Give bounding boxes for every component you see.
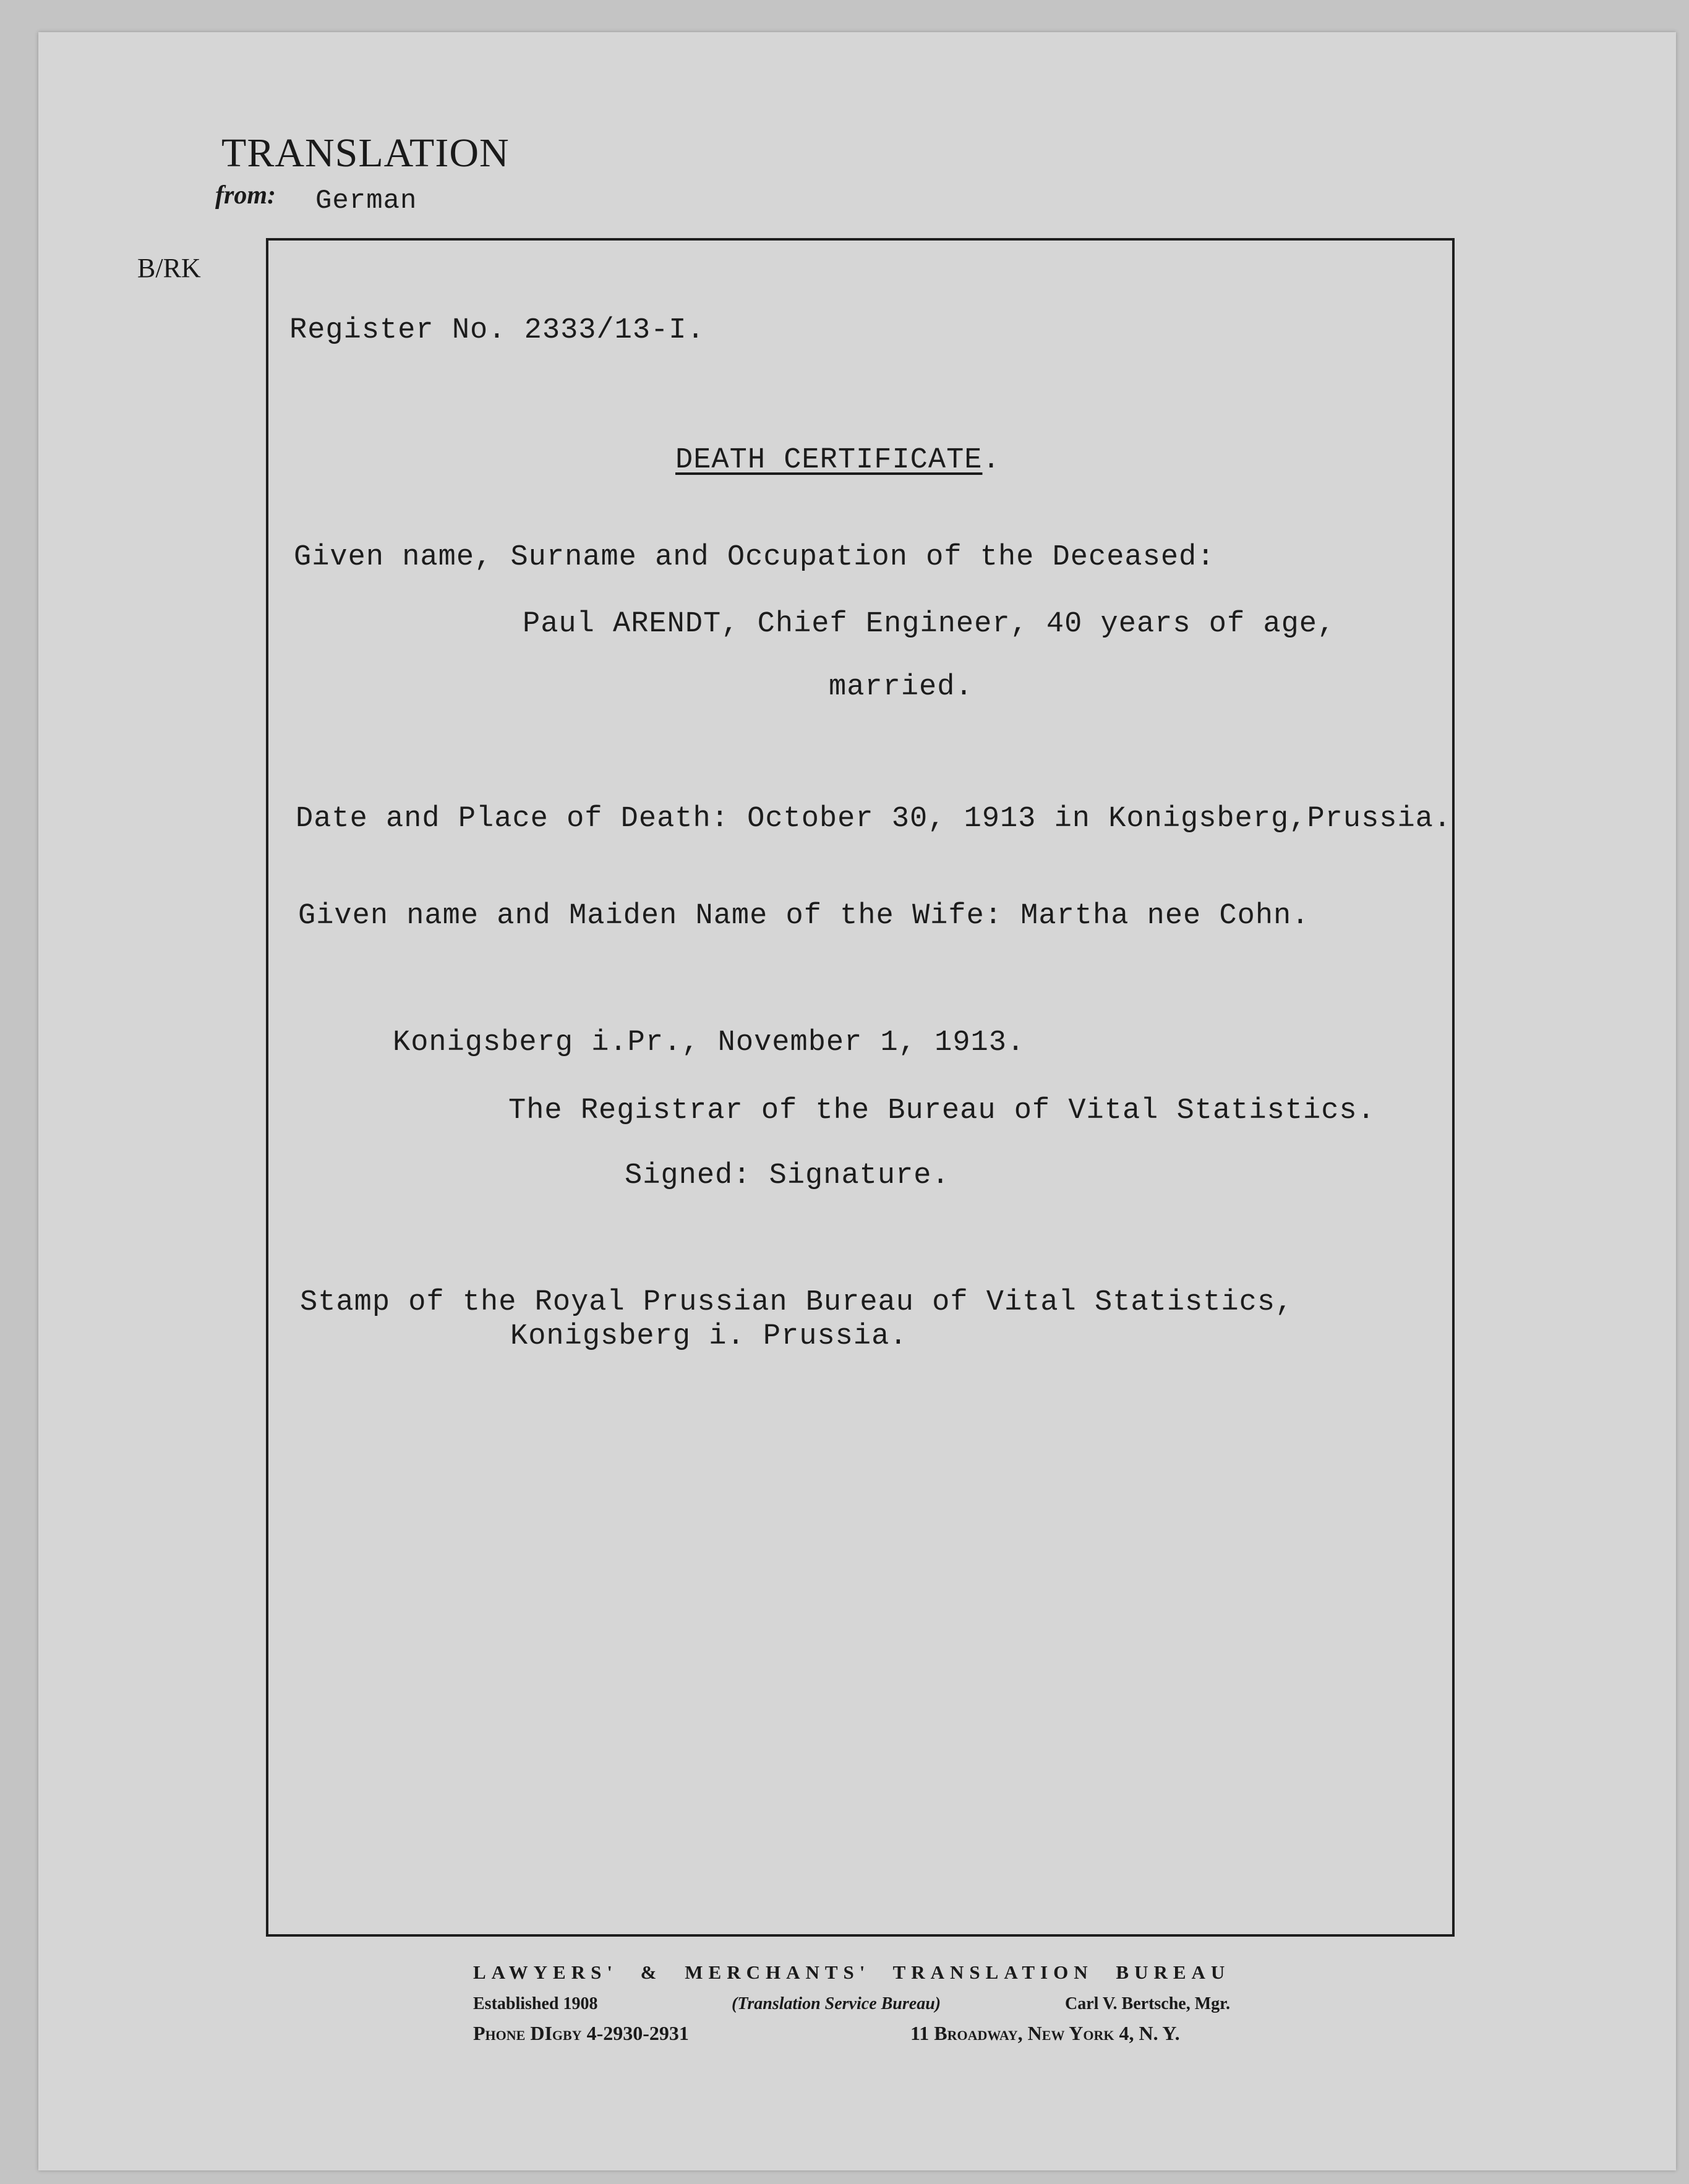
translation-heading: TRANSLATION <box>221 130 510 176</box>
bureau-address: 11 Broadway, New York 4, N. Y. <box>910 2022 1180 2044</box>
stamp-line-2: Konigsberg i. Prussia. <box>510 1320 908 1353</box>
manager-name: Carl V. Bertsche, Mgr. <box>1065 1994 1230 2013</box>
from-label: from: <box>215 181 276 210</box>
source-language: German <box>315 186 417 216</box>
deceased-details: Paul ARENDT, Chief Engineer, 40 years of age, <box>523 608 1336 641</box>
stamp-line-1: Stamp of the Royal Prussian Bureau of Vital Statistics, <box>300 1286 1294 1319</box>
bureau-name: LAWYERS' & MERCHANTS' TRANSLATION BUREAU <box>473 1961 1231 1983</box>
registrar-title: The Registrar of the Bureau of Vital Statistics. <box>508 1094 1375 1127</box>
phone-number: Phone DIgby 4-2930-2931 <box>473 2022 689 2044</box>
established-year: Established 1908 <box>473 1994 598 2013</box>
certificate-frame <box>266 238 1455 1937</box>
certificate-title-period: . <box>982 444 1001 477</box>
certificate-title <box>675 444 1001 477</box>
deceased-label: Given name, Surname and Occupation of the Deceased: <box>294 541 1215 574</box>
signed-line: Signed: Signature. <box>625 1159 950 1192</box>
marital-status: married. <box>829 671 973 704</box>
wife-name: Given name and Maiden Name of the Wife: Martha nee Cohn. <box>298 900 1310 932</box>
certificate-title-text: DEATH CERTIFICATE <box>675 444 983 477</box>
service-name: (Translation Service Bureau) <box>732 1994 941 2013</box>
register-number: Register No. 2333/13-I. <box>289 314 705 347</box>
issued-place-date: Konigsberg i.Pr., November 1, 1913. <box>393 1026 1025 1059</box>
death-date-place: Date and Place of Death: October 30, 1913 in Konigsberg,Prussia. <box>296 803 1452 835</box>
reference-code: B/RK <box>137 253 201 283</box>
